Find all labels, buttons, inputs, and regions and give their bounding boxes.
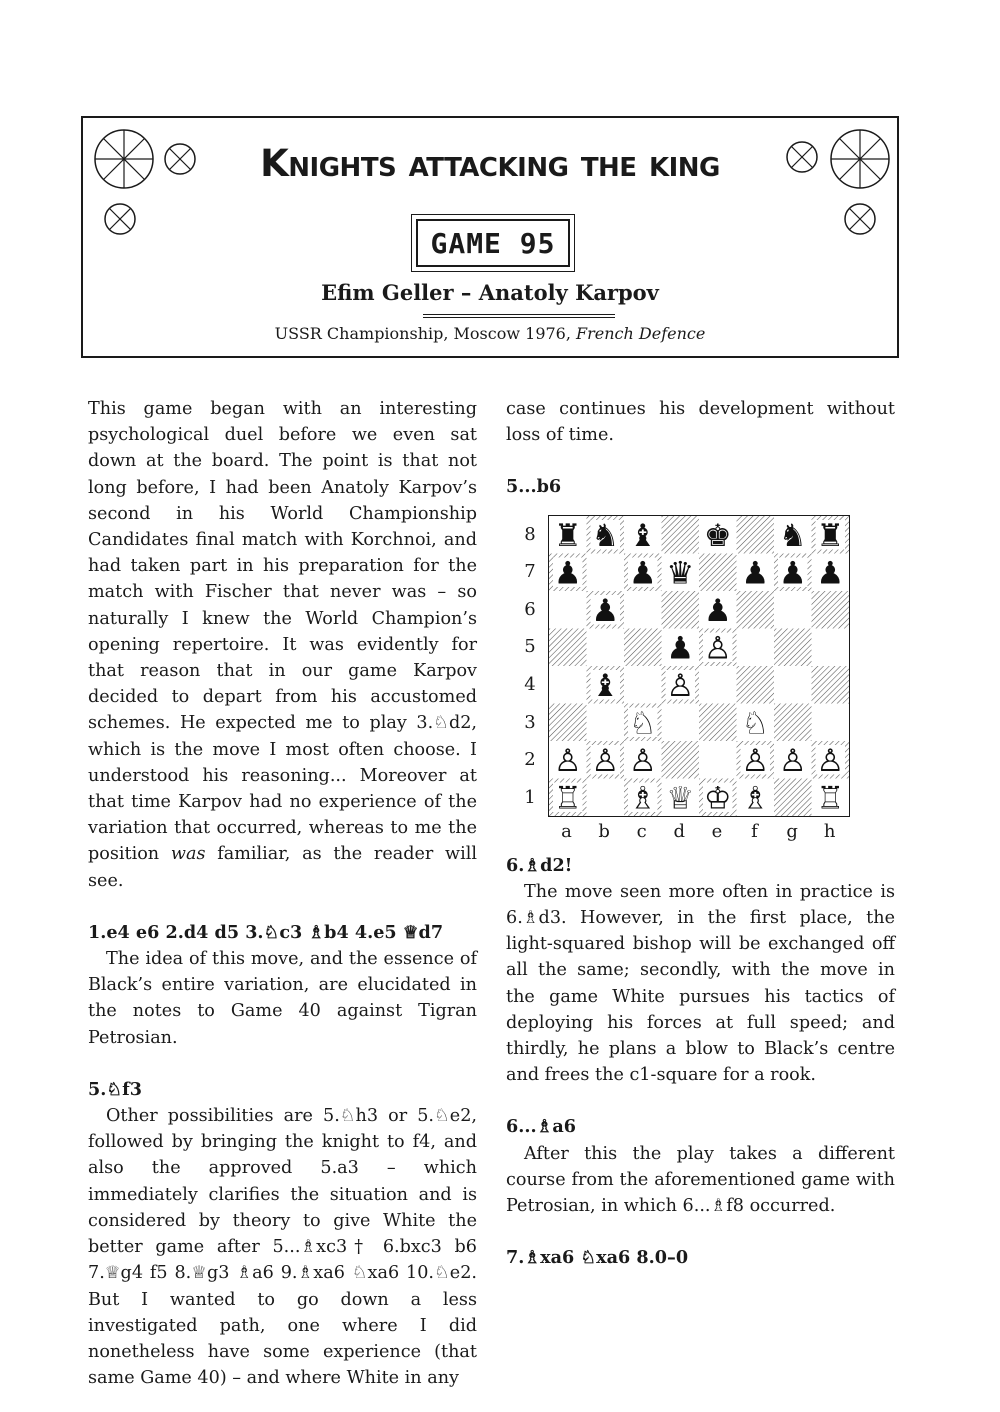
- board-square-f5: [737, 628, 775, 666]
- board-square-e7: [699, 553, 737, 591]
- chess-piece-c3: ♘: [628, 704, 657, 741]
- annotation-paragraph: After this the play takes a different course from the aforementioned game with Petrosian, in which 6...♗f8 occurred.: [506, 1143, 895, 1217]
- board-square-b1: [587, 778, 625, 816]
- file-label: e: [711, 820, 723, 842]
- chess-piece-f1: ♗: [741, 779, 770, 816]
- board-square-b7: [587, 553, 625, 591]
- board-square-c4: [624, 666, 662, 704]
- chess-piece-d1: ♕: [666, 779, 695, 816]
- chess-piece-a1: ♖: [553, 779, 582, 816]
- chess-piece-g8: ♞: [778, 517, 807, 554]
- intro-paragraph: [88, 396, 477, 894]
- intro-emphasis: was: [170, 844, 206, 865]
- rank-label: 6: [524, 598, 536, 620]
- move-line: 5...b6: [506, 476, 562, 498]
- chess-piece-c7: ♟: [628, 554, 657, 591]
- rank-label: 5: [524, 636, 536, 658]
- chess-piece-f2: ♙: [741, 742, 770, 779]
- chess-piece-g2: ♙: [778, 742, 807, 779]
- chess-piece-e1: ♔: [703, 779, 732, 816]
- board-square-c6: [624, 591, 662, 629]
- rank-label: 4: [524, 674, 536, 695]
- game-number: GAME 95: [416, 219, 570, 267]
- chess-piece-h1: ♖: [816, 779, 845, 816]
- file-label: a: [561, 820, 572, 842]
- chess-piece-c2: ♙: [628, 742, 657, 779]
- board-square-d3: [662, 703, 700, 741]
- chess-piece-d5: ♟: [666, 629, 695, 666]
- board-square-c5: [624, 628, 662, 666]
- board-square-a3: [549, 703, 587, 741]
- chess-piece-b2: ♙: [591, 742, 620, 779]
- event-text: USSR Championship, Moscow 1976,: [274, 324, 577, 343]
- move-line: 6.♗d2!: [506, 854, 573, 876]
- chess-piece-e8: ♚: [703, 517, 732, 554]
- board-square-g3: [774, 703, 812, 741]
- board-square-h3: [812, 703, 850, 741]
- continued-paragraph: case continues his development without loss of time.: [506, 399, 895, 446]
- chess-piece-e5: ♙: [703, 629, 732, 666]
- chess-piece-h8: ♜: [816, 517, 845, 554]
- board-square-g5: [774, 628, 812, 666]
- board-square-f8: [737, 516, 775, 554]
- file-label: h: [823, 820, 836, 842]
- board-square-d6: [662, 591, 700, 629]
- board-square-b3: [587, 703, 625, 741]
- event-line: [83, 324, 897, 343]
- rank-label: 7: [524, 561, 536, 583]
- file-label: f: [751, 820, 758, 842]
- chess-piece-b8: ♞: [591, 517, 620, 554]
- move-line: 6...♗a6: [506, 1116, 577, 1138]
- board-square-e2: [699, 741, 737, 779]
- chess-piece-e6: ♟: [703, 592, 732, 629]
- board-square-a4: [549, 666, 587, 704]
- divider: [423, 317, 615, 318]
- opening-name: French Defence: [576, 324, 706, 343]
- annotation-paragraph: The move seen more often in practice is 6.♗d3. However, in the first place, the light-squared bishop will be exchanged off all the same; secondly, with the move in the game White pursues his tactics of deploying his forces at full speed; and thirdly, he plans a blow to Black’s centre and frees the c1-square for a rook.: [506, 881, 895, 1086]
- board-square-f4: [737, 666, 775, 704]
- board-square-e4: [699, 666, 737, 704]
- board-square-a6: [549, 591, 587, 629]
- chess-piece-b6: ♟: [591, 592, 620, 629]
- board-square-d8: [662, 516, 700, 554]
- board-square-d2: [662, 741, 700, 779]
- annotation-paragraph: Other possibilities are 5.♘h3 or 5.♘e2, followed by bringing the knight to f4, and also the approved 5.a3 – which immediately clarifies the situation and is considered by theory to give White the better game after 5...♗xc3† 6.bxc3 b6 7.♕g4 f5 8.♕g3 ♗a6 9.♗xa6 ♘xa6 10.♘e2. But I wanted to go down a less investigated path, one where I did nonetheless have some experience (that same Game 40) – and where White in any: [88, 1106, 477, 1389]
- board-square-g4: [774, 666, 812, 704]
- chess-piece-b4: ♝: [591, 667, 620, 704]
- intro-text: This game began with an interesting psychological duel before we even sat down at the board. The point is that not long before, I had been Anatoly Karpov’s second in his World Championship Candidates final match with Korchnoi, and had taken part in his preparation for the match with Fischer that never was – so naturally I knew the World Champion’s opening repertoire. It was evidently for that reason that in our game Karpov decided to depart from his accustomed schemes. He expected me to play 3.♘d2, which is the move I most often choose. I understood his reasoning... Moreover at that time Karpov had no experience of the variation that occurred, whereas to me the position: [88, 399, 477, 865]
- right-column: [506, 396, 895, 1271]
- cross-circle-ornament: [843, 202, 877, 236]
- chess-piece-a7: ♟: [553, 554, 582, 591]
- move-line: 5.♘f3: [88, 1078, 142, 1100]
- move-line: 7.♗xa6 ♘xa6 8.0–0: [506, 1247, 689, 1269]
- players-line: Efim Geller – Anatoly Karpov: [321, 280, 659, 305]
- chapter-title: Knights attacking the king: [260, 142, 720, 185]
- chess-piece-c1: ♗: [628, 779, 657, 816]
- chess-piece-h7: ♟: [816, 554, 845, 591]
- game-number-box: [411, 214, 575, 272]
- rank-label: 3: [524, 711, 536, 733]
- file-label: b: [598, 820, 610, 842]
- chessboard: [548, 515, 850, 817]
- chess-piece-a2: ♙: [553, 742, 582, 779]
- annotation-paragraph: The idea of this move, and the essence of Black’s entire variation, are elucidated in the notes to Game 40 against Tigran Petrosian.: [88, 949, 477, 1048]
- move-line: 1.e4 e6 2.d4 d5 3.♘c3 ♗b4 4.e5 ♕d7: [88, 921, 444, 943]
- intro-text-end: familiar, as the reader will see.: [88, 844, 477, 891]
- board-square-g1: [774, 778, 812, 816]
- chess-piece-h2: ♙: [816, 742, 845, 779]
- chess-piece-g7: ♟: [778, 554, 807, 591]
- board-square-h6: [812, 591, 850, 629]
- board-square-a5: [549, 628, 587, 666]
- divider: [423, 314, 615, 315]
- cross-circle-ornament: [103, 202, 137, 236]
- file-label: c: [636, 820, 647, 842]
- rank-label: 1: [524, 786, 536, 808]
- board-square-b5: [587, 628, 625, 666]
- file-label: g: [786, 820, 798, 842]
- board-square-f6: [737, 591, 775, 629]
- rank-label: 2: [524, 749, 536, 771]
- board-square-h5: [812, 628, 850, 666]
- chess-piece-c8: ♝: [628, 517, 657, 554]
- chess-diagram: [506, 507, 895, 845]
- chess-piece-f7: ♟: [741, 554, 770, 591]
- board-square-e3: [699, 703, 737, 741]
- board-square-h4: [812, 666, 850, 704]
- chess-piece-d7: ♛: [666, 554, 695, 591]
- chess-piece-d4: ♙: [666, 667, 695, 704]
- file-label: d: [673, 820, 686, 842]
- chess-piece-a8: ♜: [553, 517, 582, 554]
- left-column: [88, 396, 477, 1391]
- chess-piece-f3: ♘: [741, 704, 770, 741]
- chapter-header: [81, 116, 899, 358]
- board-square-g6: [774, 591, 812, 629]
- rank-label: 8: [524, 523, 536, 545]
